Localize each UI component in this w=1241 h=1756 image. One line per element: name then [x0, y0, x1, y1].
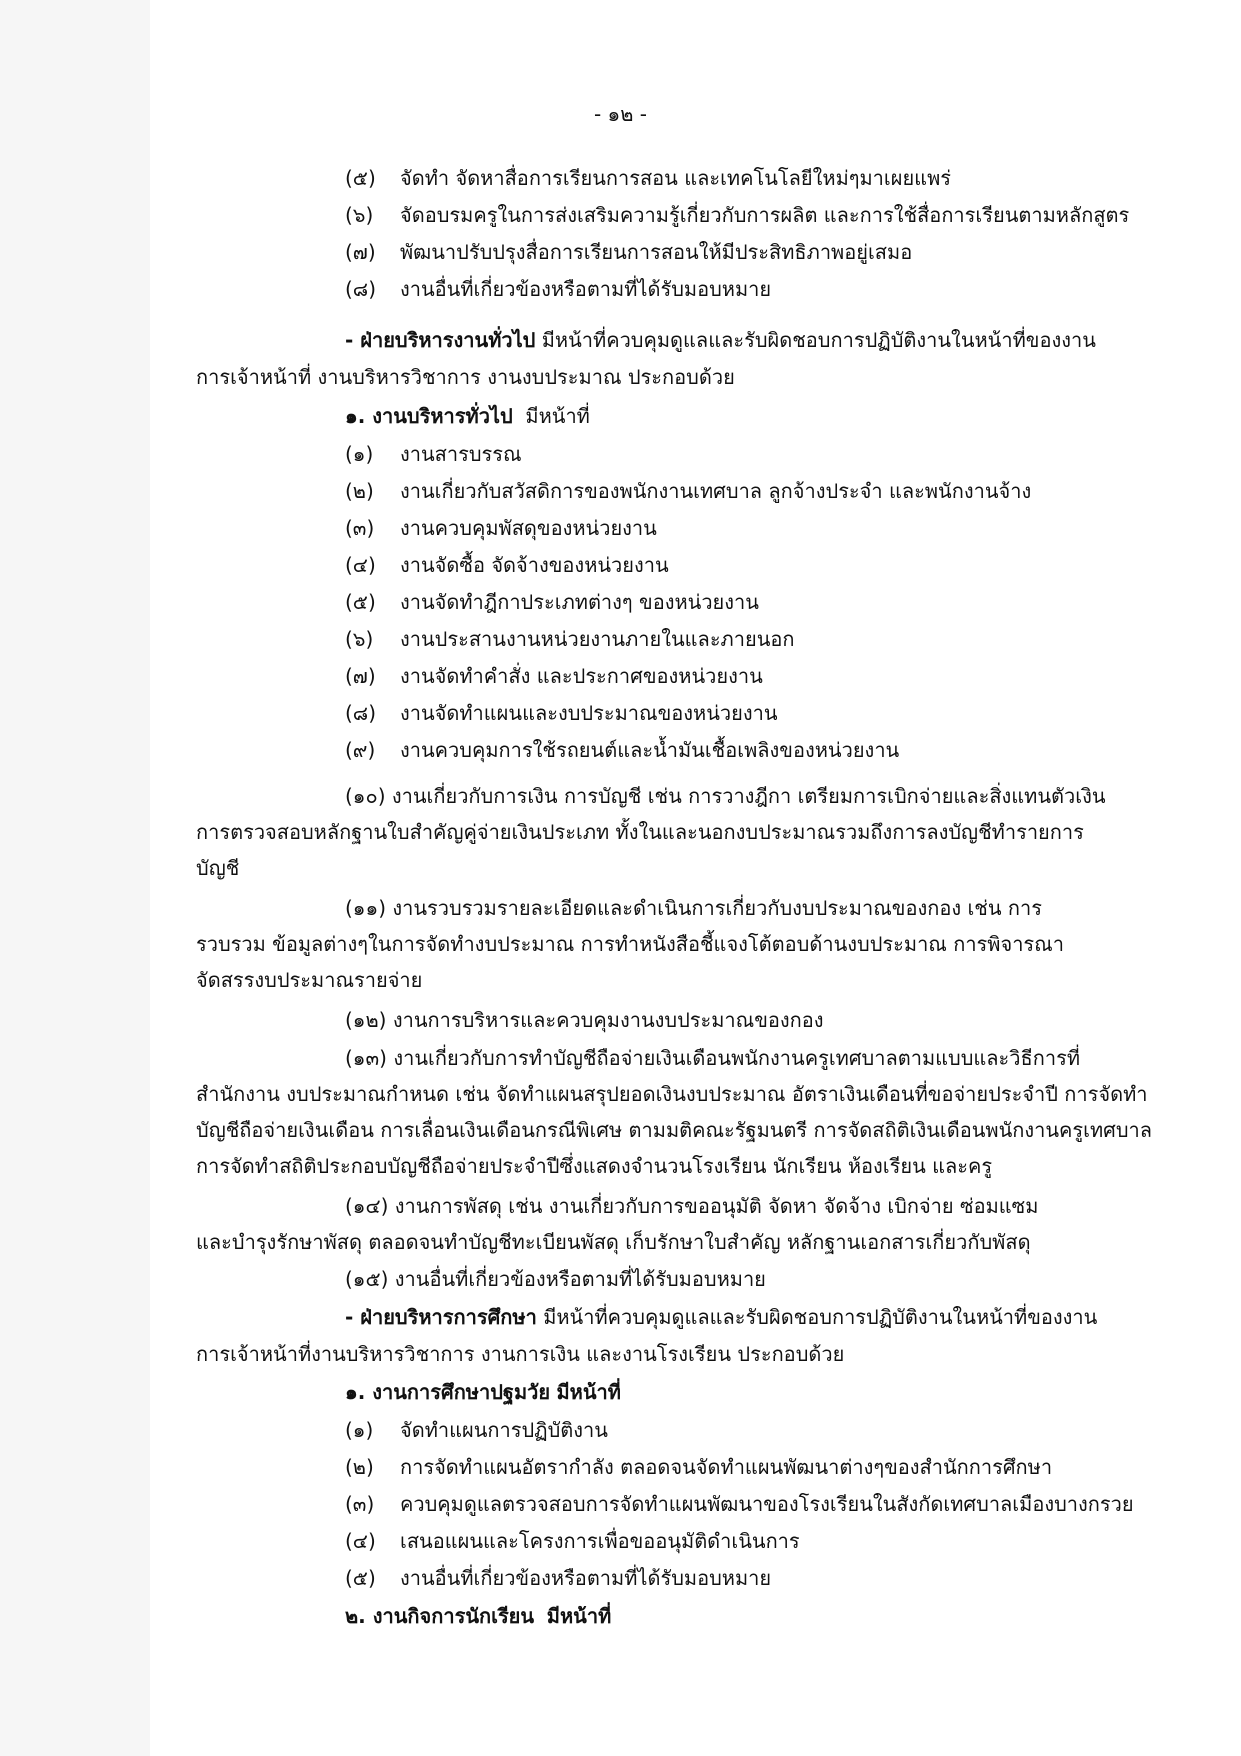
list-item [345, 1453, 1052, 1481]
paragraph-line: (๑๔) งานการพัสดุ เช่น งานเกี่ยวกับการขออนุมัติ จัดหา จัดจ้าง เบิกจ่าย ซ่อมแซม [345, 1194, 1039, 1218]
item-text: เสนอแผนและโครงการเพื่อขออนุมัติดำเนินการ [400, 1529, 800, 1553]
section-title: ๑. งานบริหารทั่วไป [345, 404, 513, 428]
section-heading [345, 1602, 611, 1630]
item-number: (๖) [345, 203, 374, 227]
list-item [345, 514, 657, 542]
item-text: งานจัดทำฎีกาประเภทต่างๆ ของหน่วยงาน [400, 590, 759, 614]
section-suffix: มีหน้าที่ [556, 1380, 621, 1404]
item-number: (๒) [345, 479, 374, 503]
list-item [345, 588, 759, 616]
item-text: งานประสานงานหน่วยงานภายในและภายนอก [400, 627, 795, 651]
item-number: (๓) [345, 516, 375, 540]
list-item [345, 736, 899, 764]
item-number: (๑) [345, 442, 374, 466]
paragraph-line: (๑๓) งานเกี่ยวกับการทำบัญชีถือจ่ายเงินเดือนพนักงานครูเทศบาลตามแบบและวิธีการที่ [345, 1046, 1080, 1070]
paragraph-line: บัญชี [196, 856, 240, 880]
item-number: (๘) [345, 701, 377, 725]
item-number: (๕) [345, 590, 376, 614]
list-item [345, 164, 951, 192]
item-number: (๘) [345, 277, 377, 301]
list-item [345, 699, 778, 727]
item-text: จัดอบรมครูในการส่งเสริมความรู้เกี่ยวกับการผลิต และการใช้สื่อการเรียนตามหลักสูตร [400, 203, 1130, 227]
list-item [345, 625, 794, 653]
item-number: (๕) [345, 1566, 376, 1590]
list-item [345, 662, 763, 690]
list-item [345, 275, 771, 303]
item-text: จัดทำ จัดหาสื่อการเรียนการสอน และเทคโนโลยีใหม่ๆมาเผยแพร่ [400, 166, 951, 190]
section-suffix: มีหน้าที่ [525, 404, 590, 428]
paragraph-line: (๑๐) งานเกี่ยวกับการเงิน การบัญชี เช่น การวางฎีกา เตรียมการเบิกจ่ายและสิ่งแทนตัวเงิน [345, 784, 1106, 808]
paragraph-line: การเจ้าหน้าที่งานบริหารวิชาการ งานการเงิน และงานโรงเรียน ประกอบด้วย [196, 1342, 845, 1366]
item-text: งานจัดซื้อ จัดจ้างของหน่วยงาน [400, 553, 669, 577]
paragraph-line: รวบรวม ข้อมูลต่างๆในการจัดทำงบประมาณ การทำหนังสือชี้แจงโต้ตอบด้านงบประมาณ การพิจารณา [196, 932, 1064, 956]
item-text: งานอื่นที่เกี่ยวข้องหรือตามที่ได้รับมอบหมาย [400, 1566, 772, 1590]
item-text: การจัดทำแผนอัตรากำลัง ตลอดจนจัดทำแผนพัฒนาต่างๆของสำนักการศึกษา [400, 1455, 1053, 1479]
scan-margin-shade [0, 0, 150, 1756]
item-number: (๓) [345, 1492, 375, 1516]
list-item [345, 1564, 771, 1592]
paragraph-line: การจัดทำสถิติประกอบบัญชีถือจ่ายประจำปีซึ่งแสดงจำนวนโรงเรียน นักเรียน ห้องเรียน และครู [196, 1154, 993, 1178]
paragraph-line: บัญชีถือจ่ายเงินเดือน การเลื่อนเงินเดือนกรณีพิเศษ ตามมติคณะรัฐมนตรี การจัดสถิติเงินเดือนพนักงานครูเทศบาล [196, 1118, 1153, 1142]
item-number: (๗) [345, 240, 376, 264]
item-text: งานควบคุมพัสดุของหน่วยงาน [400, 516, 657, 540]
paragraph-line: (๑๑) งานรวบรวมรายละเอียดและดำเนินการเกี่ยวกับงบประมาณของกอง เช่น การ [345, 896, 1042, 920]
division-intro: มีหน้าที่ควบคุมดูแลและรับผิดชอบการปฏิบัติงานในหน้าที่ของงาน [543, 1305, 1098, 1329]
paragraph-line: (๑๕) งานอื่นที่เกี่ยวข้องหรือตามที่ได้รับมอบหมาย [345, 1267, 766, 1291]
division-title: - ฝ่ายบริหารงานทั่วไป [345, 328, 536, 352]
list-item [345, 201, 1129, 229]
item-text: งานจัดทำคำสั่ง และประกาศของหน่วยงาน [400, 664, 763, 688]
item-number: (๖) [345, 627, 374, 651]
list-item [345, 1527, 800, 1555]
section-title: ๑. งานการศึกษาปฐมวัย [345, 1380, 551, 1404]
item-text: งานอื่นที่เกี่ยวข้องหรือตามที่ได้รับมอบหมาย [400, 277, 772, 301]
list-item [345, 477, 1031, 505]
list-item [345, 238, 912, 266]
item-number: (๙) [345, 738, 376, 762]
section-heading [345, 402, 590, 430]
page-number: - ๑๒ - [593, 102, 648, 126]
item-text: งานสารบรรณ [400, 442, 522, 466]
division-title: - ฝ่ายบริหารการศึกษา [345, 1305, 537, 1329]
item-text: จัดทำแผนการปฏิบัติงาน [400, 1418, 608, 1442]
section-title: ๒. งานกิจการนักเรียน [345, 1604, 535, 1628]
paragraph-line [345, 1303, 1097, 1331]
paragraph-line: (๑๒) งานการบริหารและควบคุมงานงบประมาณของกอง [345, 1008, 824, 1032]
paragraph-line: จัดสรรงบประมาณรายจ่าย [196, 968, 423, 992]
item-number: (๒) [345, 1455, 374, 1479]
list-item [345, 551, 669, 579]
paragraph-line: การเจ้าหน้าที่ งานบริหารวิชาการ งานงบประมาณ ประกอบด้วย [196, 365, 735, 389]
paragraph-line: สำนักงาน งบประมาณกำหนด เช่น จัดทำแผนสรุปยอดเงินงบประมาณ อัตราเงินเดือนที่ขอจ่ายประจำปี การจัดทำ [196, 1082, 1148, 1106]
item-number: (๔) [345, 1529, 376, 1553]
item-number: (๕) [345, 166, 376, 190]
paragraph-line: การตรวจสอบหลักฐานใบสำคัญคู่จ่ายเงินประเภท ทั้งในและนอกงบประมาณรวมถึงการลงบัญชีทำรายการ [196, 820, 1084, 844]
section-heading [345, 1378, 621, 1406]
item-text: งานเกี่ยวกับสวัสดิการของพนักงานเทศบาล ลูกจ้างประจำ และพนักงานจ้าง [400, 479, 1032, 503]
item-text: พัฒนาปรับปรุงสื่อการเรียนการสอนให้มีประสิทธิภาพอยู่เสมอ [400, 240, 913, 264]
paragraph-line [345, 326, 1096, 354]
section-suffix: มีหน้าที่ [546, 1604, 612, 1628]
list-item [345, 1490, 1134, 1518]
item-number: (๔) [345, 553, 376, 577]
item-text: ควบคุมดูแลตรวจสอบการจัดทำแผนพัฒนาของโรงเรียนในสังกัดเทศบาลเมืองบางกรวย [400, 1492, 1134, 1516]
list-item [345, 440, 522, 468]
list-item [345, 1416, 608, 1444]
division-intro: มีหน้าที่ควบคุมดูแลและรับผิดชอบการปฏิบัติงานในหน้าที่ของงาน [541, 328, 1096, 352]
item-text: งานควบคุมการใช้รถยนต์และน้ำมันเชื้อเพลิงของหน่วยงาน [400, 738, 900, 762]
item-number: (๗) [345, 664, 376, 688]
paragraph-line: และบำรุงรักษาพัสดุ ตลอดจนทำบัญชีทะเบียนพัสดุ เก็บรักษาใบสำคัญ หลักฐานเอกสารเกี่ยวกับพัสดุ [196, 1230, 1031, 1254]
item-text: งานจัดทำแผนและงบประมาณของหน่วยงาน [400, 701, 778, 725]
item-number: (๑) [345, 1418, 374, 1442]
